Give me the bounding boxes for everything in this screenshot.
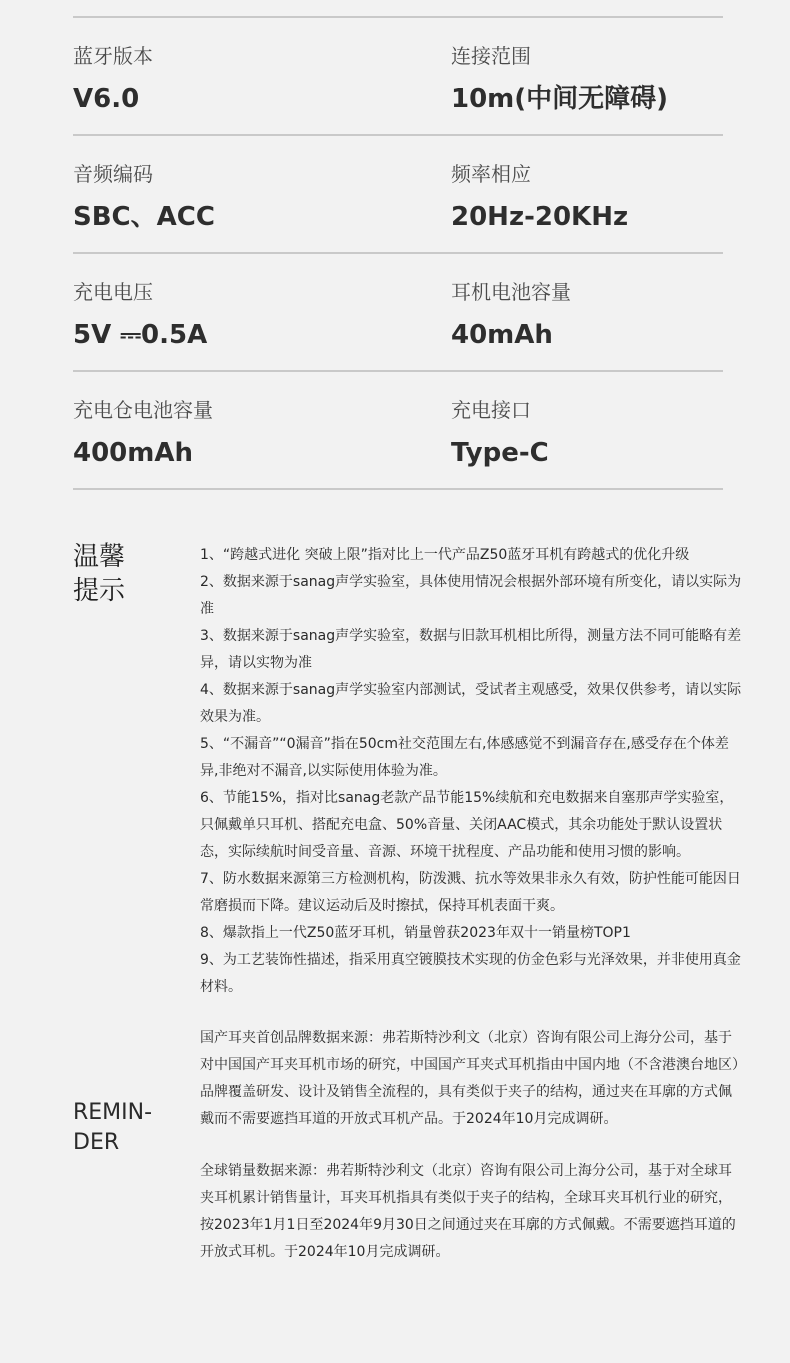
spec-value: 20Hz-20KHz [451,202,629,232]
spec-label: 连接范围 [451,44,531,68]
reminder-text: 国产耳夹首创品牌数据来源：弗若斯特沙利文（北京）咨询有限公司上海分公司，基于对中国国产耳夹耳机市场的研究，中国国产耳夹式耳机指由中国内地（不含港澳台地区）品牌覆盖研发、设计及销售全流程的，具有类似于夹子的结构，通过夹在耳廓的方式佩戴而不需要遮挡耳道的开放式耳机产品。于2024年10月完成调研。 [200,1030,739,1127]
spec-label: 充电仓电池容量 [73,398,213,422]
spec-row [73,252,723,370]
reminder-heading-line: DER [73,1130,120,1155]
note-item: 9、为工艺装饰性描述，指采用真空镀膜技术实现的仿金色彩与光泽效果，并非使用真金材料。 [200,952,741,995]
spec-row [73,134,723,252]
note-item: 3、数据来源于sanag声学实验室，数据与旧款耳机相比所得，测量方法不同可能略有差异，请以实物为准 [200,628,742,671]
spec-value: SBC、ACC [73,202,215,232]
spec-label: 充电接口 [451,398,531,422]
spec-table [73,16,723,490]
note-item: 2、数据来源于sanag声学实验室，具体使用情况会根据外部环境有所变化，请以实际为准 [200,574,742,617]
reminder-text: 全球销量数据来源：弗若斯特沙利文（北京）咨询有限公司上海分公司，基于对全球耳夹耳机累计销售量计，耳夹耳机指具有类似于夹子的结构，全球耳夹耳机行业的研究，按2023年1月1日至2024年9月30日之间通过夹在耳廓的方式佩戴。不需要遮挡耳道的开放式耳机。于2024年10月完成调研。 [200,1163,736,1260]
spec-value: 40mAh [451,320,553,350]
note-item: 4、数据来源于sanag声学实验室内部测试，受试者主观感受，效果仅供参考，请以实际效果为准。 [200,682,742,725]
notes-heading-line: 提示 [73,576,126,606]
spec-value: 10m(中间无障碍) [451,84,669,114]
spec-label: 音频编码 [73,162,153,186]
note-item: 7、防水数据来源第三方检测机构，防泼溅、抗水等效果非永久有效，防护性能可能因日常磨损而下降。建议运动后及时擦拭，保持耳机表面干爽。 [200,871,741,914]
spec-label: 充电电压 [73,280,153,304]
spec-row [73,370,723,490]
spec-value: V6.0 [73,84,140,114]
spec-label: 耳机电池容量 [451,280,571,304]
note-item: 1、“跨越式进化 突破上限”指对比上一代产品Z50蓝牙耳机有跨越式的优化升级 [200,547,690,563]
reminder-paragraph-domestic [200,1025,745,1133]
reminder-paragraph-global [200,1158,745,1266]
spec-label: 频率相应 [451,162,531,186]
note-item: 5、“不漏音”“0漏音”指在50cm社交范围左右,体感感觉不到漏音存在,感受存在个体差异,非绝对不漏音,以实际使用体验为准。 [200,736,729,779]
note-item: 6、节能15%，指对比sanag老款产品节能15%续航和充电数据来自塞那声学实验室，只佩戴单只耳机、搭配充电盒、50%音量、关闭AAC模式，其余功能处于默认设置状态，实际续航时间受音量、音源、环境干扰程度、产品功能和使用习惯的影响。 [200,790,734,860]
notes-heading-line: 温馨 [73,542,126,572]
spec-label: 蓝牙版本 [73,44,153,68]
notes-heading [73,540,143,608]
reminder-heading-line: REMIN- [73,1100,153,1125]
notes-list [200,542,745,1001]
spec-value: 400mAh [73,438,193,468]
spec-value: 5V ⎓0.5A [73,320,208,350]
spec-value: Type-C [451,438,549,468]
reminder-heading [73,1098,173,1158]
spec-row [73,16,723,134]
note-item: 8、爆款指上一代Z50蓝牙耳机，销量曾获2023年双十一销量榜TOP1 [200,925,631,941]
